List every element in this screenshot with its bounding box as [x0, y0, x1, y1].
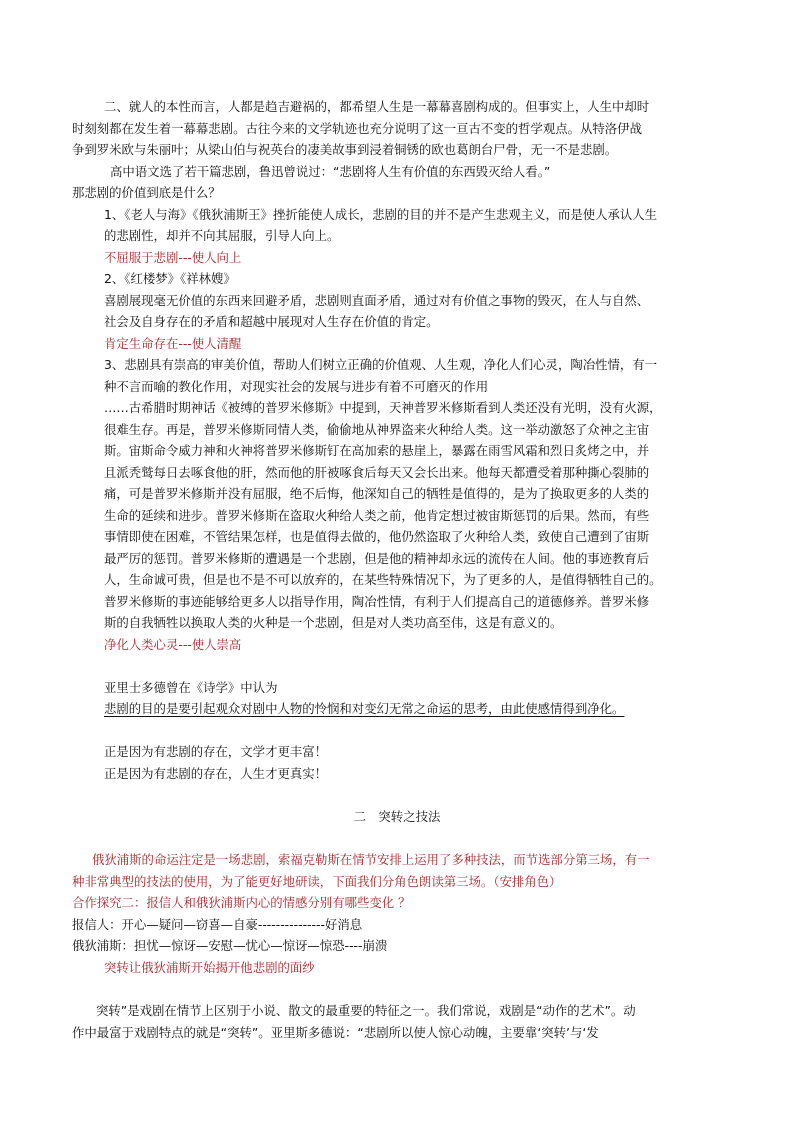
- para1-line1: 二、就人的本性而言，人都是趋吉避祸的，都希望人生是一幕幕喜剧构成的。但事实上，人生中却时: [104, 99, 650, 114]
- story-line: 事情即使在困难，不管结果怎样，也是值得去做的，他仍然盗取了火种给人类，致使自己遭到了宙斯: [104, 529, 650, 544]
- item1-line2: 的悲剧性，却并不向其屈服，引导人向上。: [104, 228, 340, 243]
- item2-line1: 喜剧展现毫无价值的东西来回避矛盾，悲剧则直面矛盾，通过对有价值之事物的毁灭，在人与自然、: [104, 293, 650, 308]
- item2-line2: 社会及自身存在的矛盾和超越中展现对人生存在价值的肯定。: [104, 314, 439, 329]
- final-line1: 突转”是戏剧在情节上区别于小说、散文的最重要的特征之一。我们常说，戏剧是“动作的艺术”。动: [96, 1003, 636, 1018]
- turning-point-note: 突转让俄狄浦斯开始揭开他悲剧的面纱: [104, 960, 315, 975]
- section2-intro-line1: 俄狄浦斯的命运注定是一场悲剧，索福克勒斯在情节安排上运用了多种技法，而节选部分第三场，有一: [92, 852, 650, 867]
- story-line: 最严厉的惩罚。普罗米修斯的遭遇是一个悲剧，但是他的精神却永远的流传在人间。他的事迹教育后: [104, 551, 650, 566]
- aristotle-quote: 悲剧的目的是要引起观众对剧中人物的怜悯和对变幻无常之命运的思考，由此使感情得到净化。: [104, 701, 625, 716]
- value-question: 那悲剧的价值到底是什么？: [72, 185, 221, 200]
- story-line: 痛，可是普罗米修斯并没有屈服，绝不后悔，他深知自己的牺牲是值得的，是为了换取更多的人类的: [104, 486, 650, 501]
- story-line: 人，生命诚可贵，但是也不是不可以放弃的，在某些特殊情况下，为了更多的人，是值得牺牲自己的。: [104, 572, 662, 587]
- para1-line3: 争到罗米欧与朱丽叶；从梁山伯与祝英台的凄美故事到浸着铜锈的欧也葛朗台尸骨，无一不是悲剧。: [72, 142, 618, 157]
- section2-heading: 二 突转之技法: [353, 809, 441, 824]
- story-line: 生命的延续和进步。普罗米修斯在盗取火种给人类之前，他肯定想过被宙斯惩罚的后果。然而，有些: [104, 508, 650, 523]
- lu-xun-quote: 高中语文选了若干篇悲剧，鲁迅曾说过：“悲剧将人生有价值的东西毁灭给人看。”: [110, 164, 551, 179]
- item2-title: 2、《红楼梦》《祥林嫂》: [104, 271, 236, 286]
- para1-line2: 时刻刻都在发生着一幕幕悲剧。古往今来的文学轨迹也充分说明了这一亘古不变的哲学观点。从特洛伊战: [72, 121, 642, 136]
- aristotle-intro: 亚里士多德曾在《诗学》中认为: [104, 680, 278, 695]
- item1-point: 不屈服于悲剧---使人向上: [104, 250, 242, 265]
- final-line2: 作中最富于戏剧特点的就是“突转”。亚里斯多德说：“悲剧所以使人惊心动魄，主要靠‘突转’与‘发: [72, 1025, 599, 1040]
- story-line: 斯的自我牺牲以换取人类的火种是一个悲剧，但是对人类功高至伟，这是有意义的。: [104, 615, 563, 630]
- conclusion-line2: 正是因为有悲剧的存在，人生才更真实！: [104, 766, 328, 781]
- story-line: 很难生存。再是，普罗米修斯同情人类，偷偷地从神界盗来火种给人类。这一举动激怒了众神之主宙: [104, 422, 650, 437]
- item3-line1: 3、悲剧具有崇高的审美价值，帮助人们树立正确的价值观、人生观，净化人们心灵，陶冶性情，有一: [104, 357, 658, 372]
- story-line: 普罗米修斯的事迹能够给更多人以指导作用，陶冶性情，有利于人们提高自己的道德修养。普罗米修: [104, 594, 650, 609]
- item3-point: 净化人类心灵---使人崇高: [104, 637, 242, 652]
- inquiry-question: 合作探究二：报信人和俄狄浦斯内心的情感分别有哪些变化 ？: [72, 895, 411, 910]
- item1-line1: 1、《老人与海》《俄狄浦斯王》挫折能使人成长，悲剧的目的并不是产生悲观主义，而是使人承认人生: [104, 207, 658, 222]
- item3-line2: 种不言而喻的教化作用，对现实社会的发展与进步有着不可磨灭的作用: [104, 379, 489, 394]
- conclusion-line1: 正是因为有悲剧的存在，文学才更丰富！: [104, 744, 328, 759]
- story-line: 斯。宙斯命令威力神和火神将普罗米修斯钉在高加索的悬崖上，暴露在雨雪风霜和烈日炙烤之中，并: [104, 443, 650, 458]
- oedipus-emotions: 俄狄浦斯：担忧—惊讶—安慰—忧心—惊讶—惊恐----崩溃: [72, 938, 388, 953]
- messenger-emotions: 报信人：开心—疑问—窃喜—自豪---------------好消息: [72, 917, 363, 932]
- story-line: ……古希腊时期神话《被缚的普罗米修斯》中提到，天神普罗米修斯看到人类还没有光明，没有火源，: [104, 400, 662, 415]
- section2-intro-line2: 种非常典型的技法的使用，为了能更好地研读，下面我们分角色朗读第三场。（安排角色）: [72, 874, 562, 889]
- item2-point: 肯定生命存在---使人清醒: [104, 336, 242, 351]
- story-line: 且派秃鹫每日去啄食他的肝，然而他的肝被啄食后每天又会长出来。他每天都遭受着那种撕心裂肺的: [104, 465, 650, 480]
